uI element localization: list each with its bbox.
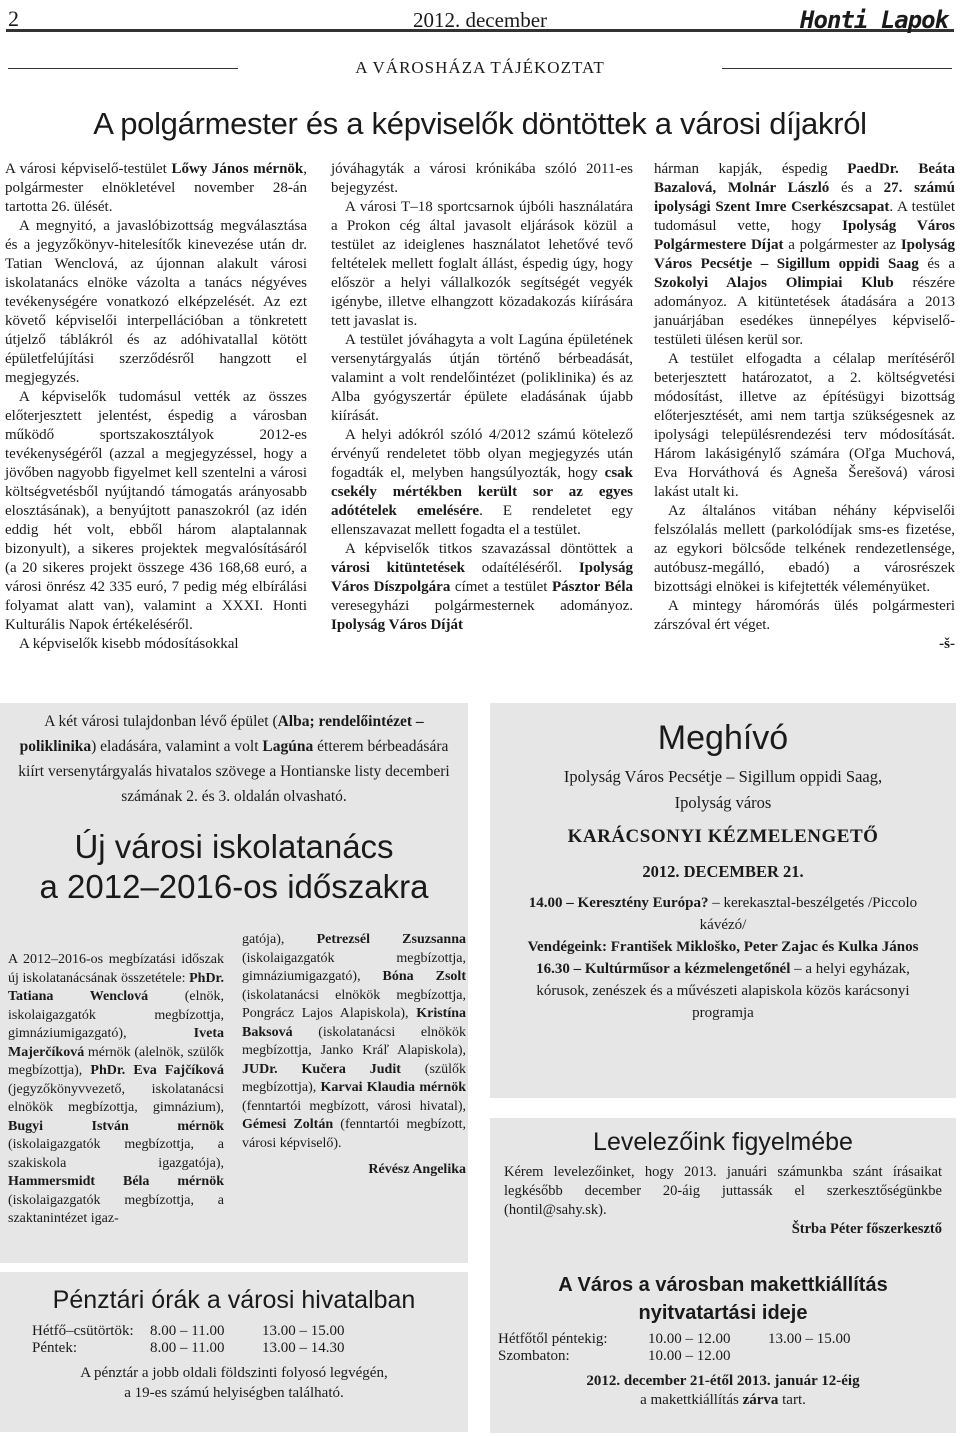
school-council-column-a: A 2012–2016-os megbízatási időszak új iskolatanácsának összetétele: PhDr. Tatiana Wenclová (elnök, iskolaigazgatók megbízottja, gimnáziumigazgató), Iveta Majerčíková mérnök (alelnök, szülők megbízottja), PhDr. Eva Fajčíková (jegyzőkönyvvezető, iskolatanácsi elnökök megbízottja, gimnázium), Bugyi István mérnök (iskolaigazgatók megbízottja, a szakiskola igazgatója), Hammersmidt Béla mérnök (iskolaigazgatók megbízottja, a szaktanintézet igaz- xyxy=(8,952,225,1226)
letters-text: Kérem levelezőinket, hogy 2013. januári számunkba szánt írásaikat legkésőbb december 20-áig juttassák el szerkesztőségünkbe (hontil@sahy.sk). xyxy=(504,1164,942,1218)
hours-cell: 13.00 – 15.00 xyxy=(768,1331,851,1347)
location-line-1: A pénztár a jobb oldali földszinti folyosó legvégén, xyxy=(80,1365,388,1381)
hours-cell: 8.00 – 11.00 xyxy=(150,1340,225,1356)
paragraph: jóváhagyták a városi krónikába szóló 2011-es bejegyzést. xyxy=(331,161,633,196)
article-column-1 xyxy=(5,160,307,654)
exhibition-box xyxy=(490,1263,956,1433)
letters-box xyxy=(490,1118,956,1268)
paragraph: A képviselők titkos szavazással döntöttek a városi kitüntetések odaítéléséről. Ipolyság Város Díszpolgára címet a testület Pásztor Béla veresegyházi polgármesternek adományoz. Ipolyság Város Díját xyxy=(331,541,633,633)
section-heading xyxy=(8,58,952,82)
sale-notice: A két városi tulajdonban lévő épület (Alba; rendelőintézet – poliklinika) eladására, valamint a volt Lagúna étterem bérbeadására kiírt versenytárgyalás hivatalos szövege a Hontianske listy decemberi számának 2. és 3. oldalán olvasható. xyxy=(18,713,450,805)
exhibition-title-line-1: A Város a városban makettkiállítás xyxy=(558,1274,888,1296)
page-header xyxy=(6,6,954,32)
paragraph: A városi képviselő-testület Lőwy János mérnök, polgármester elnökletével november 28-án tartotta 26. ülését. xyxy=(5,161,308,215)
table-row xyxy=(498,1331,857,1348)
article-column-3 xyxy=(654,160,955,654)
paragraph: Az általános vitában néhány képviselői felszólalás mellett (parkolódíjak sms-es fizetése, az egykori bölcsőde telkének rendezetlensége, autóbusz-megálló, ebadó) a városrészek bizottsági elnökei is kifejtették véleményüket. xyxy=(654,503,955,595)
author-signature: Révész Angelika xyxy=(368,1162,466,1177)
section-rule-right xyxy=(722,68,952,69)
exhibition-hours-table xyxy=(498,1331,857,1365)
paragraph: hárman kapják, éspedig PaedDr. Beáta Bazalová, Molnár László és a 27. számú ipolysági Szent Imre Cserkészcsapat. A testület tudomásul vette, hogy Ipolyság Város Polgármestere Díjat a polgármester az Ipolyság Város Pecsétje – Sigillum oppidi Saag és a Szokolyi Alajos Olimpiai Klub részére adományoz. A kitüntetések átadására a 2013 januárjában esedékes ünnepélyes képviselő-testületi ülésen kerül sor. xyxy=(654,161,956,348)
hours-cell: 13.00 – 15.00 xyxy=(262,1323,345,1339)
newspaper-name: Honti Lapok xyxy=(800,6,948,34)
letters-title: Levelezőink figyelmébe xyxy=(593,1128,853,1156)
cashier-hours-box xyxy=(0,1272,468,1432)
program-item: 16.30 – Kultúrműsor a kézmelengetőnél – a helyi egyházak, kórusok, zenészek és a művészeti alapiskola közös karácsonyi programja xyxy=(536,961,910,1021)
table-row xyxy=(32,1340,351,1357)
paragraph: A testület jóváhagyta a volt Lagúna épületének versenytárgyalás útján történő bérbeadását, valamint a volt rendelőintézet (poliklinika) és az Alba gyógyszertár épülete eladásának újabb kiírását. xyxy=(331,332,633,424)
paragraph: A testület elfogadta a célalap merítéséről beterjesztett határozatot, a 2. költségvetési módosítást, illetve az építésügyi bizottság előterjesztését, ami nem tartja szükségesnek az ipolysági településrendezési terv módosítását. Három lakásigénylő számára (Oľga Muchová, Eva Horváthová és Agneša Šerešová) városi lakást utalt ki. xyxy=(654,351,955,500)
article-signature: -š- xyxy=(939,636,955,652)
paragraph: A megnyitó, a javaslóbizottság megválasztása és a jegyzőkönyv-hitelesítők kinevezése után dr. Tatian Wenclová, az újonnan alakult városi iskolatanács elnöke vázolta a tanács négyéves tevékenységére vonatkozó elképzelését. Az ezt követő képviselői interpellációban a tönkretett útjelző táblákról és az adóhivatallal kötött épületfelújítási szerződésről hangzott el megjegyzés. xyxy=(5,218,307,386)
section-title: A VÁROSHÁZA TÁJÉKOZTAT xyxy=(355,58,605,77)
hours-cell xyxy=(768,1348,857,1365)
event-program xyxy=(490,892,956,1024)
day-cell: Hétfő–csütörtök: xyxy=(32,1323,134,1339)
invitation-title: Meghívó xyxy=(657,719,789,757)
title-line-1: Új városi iskolatanács xyxy=(74,828,394,865)
article-column-2 xyxy=(331,160,633,635)
paragraph: gatója), Petrezsél Zsuzsanna (iskolaigazgatók megbízottja, gimnáziumigazgató), Bóna Zsolt (iskolatanácsi elnökök megbízottja, Pongrácz Lajos Alapiskola), Kristína Baksová (iskolatanácsi elnökök megbízottja, Janko Kráľ Alapiskola), JUDr. Kučera Judit (szülők megbízottja), Karvai Klaudia mérnök (fenntartói megbízott, városi hivatal), Gémesi Zoltán (fenntartói megbízott, városi képviselő). xyxy=(242,932,467,1151)
paragraph: A városi T–18 sportcsarnok újbóli használatára a Prokon cég által javasolt eljárások közül a testület az ideiglenes használatot lehetővé tevő feltételek mellett foglalt állást, éspedig úgy, hogy először a helyi vállalkozók segítségét vegyék igénybe, illetve elhangzott közadakozás kiírására tett javaslat is. xyxy=(331,199,633,329)
hours-cell: 10.00 – 12.00 xyxy=(648,1331,731,1347)
paragraph: A képviselők tudomásul vették az összes előterjesztett jelentést, éspedig a városban működő sportszakosztályok 2012-es tevékenységéről (azzal a megjegyzéssel, hogy a jövőben nagyobb figyelmet kell szentelni a városi költségvetésből nyújtandó támogatás arányosabb elosztásának), a benyújtott panaszokról (az idén eddig hét volt, ebből három alaptalannak bizonyult), a sikeres projektek megvalósításáról (a 20 sikeres projekt összege 436 168,68 euró, a városi önrész 42 335 euró, 7 pedig még elbírálási folyamat alatt van), valamint a XXXI. Honti Kulturális Napok értékeléséről. xyxy=(5,389,307,633)
school-council-box xyxy=(0,703,468,1263)
hours-cell: 8.00 – 11.00 xyxy=(150,1323,225,1339)
exhibition-title xyxy=(490,1271,956,1327)
cashier-hours-table xyxy=(32,1323,351,1357)
location-line-2: a 19-es számú helyiségben található. xyxy=(124,1385,344,1401)
invitation-box xyxy=(490,703,956,1098)
exhibition-dates: 2012. december 21-étől 2013. január 12-éig xyxy=(586,1373,860,1389)
day-cell: Szombaton: xyxy=(498,1348,570,1364)
exhibition-title-line-2: nyitvatartási ideje xyxy=(638,1302,808,1324)
editor-signature: Štrba Péter főszerkesztő xyxy=(791,1221,942,1237)
event-date: 2012. DECEMBER 21. xyxy=(642,862,804,881)
event-name: KARÁCSONYI KÉZMELENGETŐ xyxy=(567,826,879,847)
paragraph: A mintegy háromórás ülés polgármesteri zárszóval ért véget. xyxy=(654,598,955,633)
cashier-location xyxy=(0,1363,468,1403)
table-row xyxy=(498,1348,857,1365)
paragraph: A helyi adókról szóló 4/2012 számú kötelező érvényű rendeletet több olyan megjegyzés után fogadták el, melyben hangsúlyozták, hogy csak csekély mértékben került sor az egyes adótételek emelésére. E rendeletet egy ellenszavazat mellett fogadta el a testület. xyxy=(331,427,633,538)
school-council-column-b xyxy=(242,931,466,1180)
table-row xyxy=(32,1323,351,1340)
day-cell: Hétfőtől péntekig: xyxy=(498,1331,608,1347)
article-title: A polgármester és a képviselők döntöttek a városi díjakról xyxy=(93,106,867,141)
day-cell: Péntek: xyxy=(32,1340,77,1356)
exhibition-note: a makettkiállítás zárva tart. xyxy=(640,1392,806,1408)
hours-cell: 13.00 – 14.30 xyxy=(262,1340,345,1356)
program-item: Vendégeink: František Mikloško, Peter Zajac és Kulka János xyxy=(527,939,919,955)
hours-cell: 10.00 – 12.00 xyxy=(648,1348,731,1364)
organizer-line-2: Ipolyság város xyxy=(674,793,772,812)
cashier-title: Pénztári órák a városi hivatalban xyxy=(52,1286,416,1314)
section-rule-left xyxy=(8,68,238,69)
issue-date: 2012. december xyxy=(412,8,548,32)
organizer-line-1: Ipolyság Város Pecsétje – Sigillum oppidi Saag, xyxy=(563,767,883,786)
school-council-title xyxy=(0,827,468,907)
paragraph: A képviselők kisebb módosításokkal xyxy=(19,636,239,652)
title-line-2: a 2012–2016-os időszakra xyxy=(39,868,429,905)
program-item: 14.00 – Keresztény Európa? – kerekasztal-beszélgetés /Piccolo kávézó/ xyxy=(528,895,918,933)
invitation-organizer xyxy=(490,764,956,816)
page-number: 2 xyxy=(8,6,19,31)
